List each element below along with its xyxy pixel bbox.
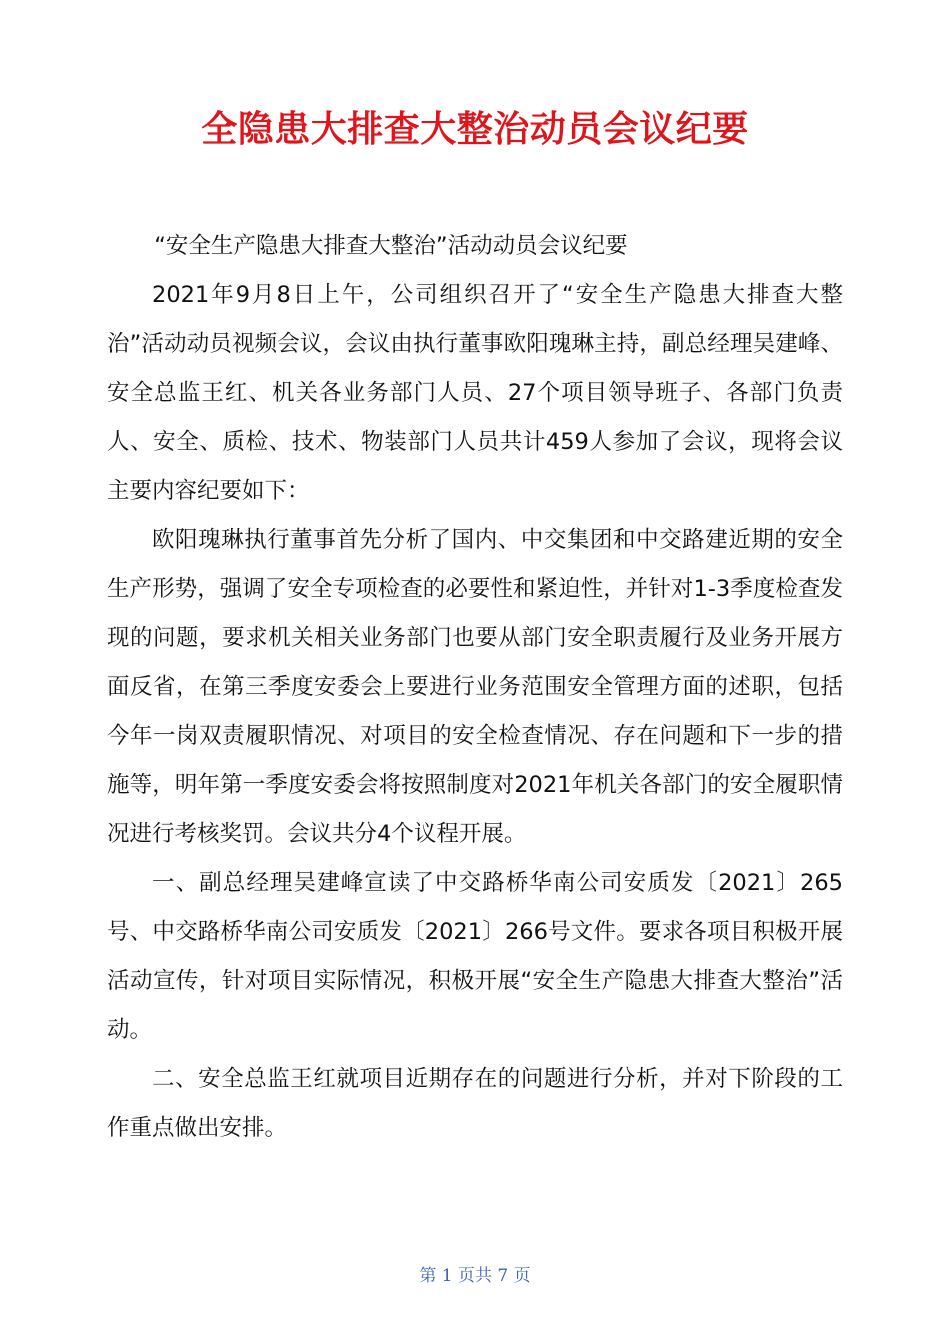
paragraph-director-remarks: 欧阳瑰琳执行董事首先分析了国内、中交集团和中交路建近期的安全生产形势，强调了安全专项检查的必要性和紧迫性，并针对1-3季度检查发现的问题，要求机关相关业务部门也要从部门安全职责履行及业务开展方面反省，在第三季度安委会上要进行业务范围安全管理方面的述职，包括今年一岗双责履职情况、对项目的安全检查情况、存在问题和下一步的措施等，明年第一季度安委会将按照制度对2021年机关各部门的安全履职情况进行考核奖罚。会议共分4个议程开展。 — [107, 527, 843, 847]
paragraph-meeting-overview: 2021年9月8日上午，公司组织召开了“安全生产隐患大排查大整治”活动动员视频会议，会议由执行董事欧阳瑰琳主持，副总经理吴建峰、安全总监王红、机关各业务部门人员、27个项目领导班子、各部门负责人、安全、质检、技术、物装部门人员共计459人参加了会议，现将会议主要内容纪要如下： — [107, 282, 843, 504]
page-number-footer: 第 1 页共 7 页 — [419, 1266, 531, 1286]
document-subtitle: “安全生产隐患大排查大整治”活动动员会议纪要 — [154, 233, 628, 259]
document-title: 全隐患大排查大整治动员会议纪要 — [201, 109, 749, 150]
document-body — [107, 222, 843, 1153]
paragraph-agenda-item-1: 一、副总经理吴建峰宣读了中交路桥华南公司安质发〔2021〕265号、中交路桥华南公司安质发〔2021〕266号文件。要求各项目积极开展活动宣传，针对项目实际情况，积极开展“安全生产隐患大排查大整治”活动。 — [107, 870, 843, 1043]
paragraph-agenda-item-2: 二、安全总监王红就项目近期存在的问题进行分析，并对下阶段的工作重点做出安排。 — [107, 1066, 843, 1141]
